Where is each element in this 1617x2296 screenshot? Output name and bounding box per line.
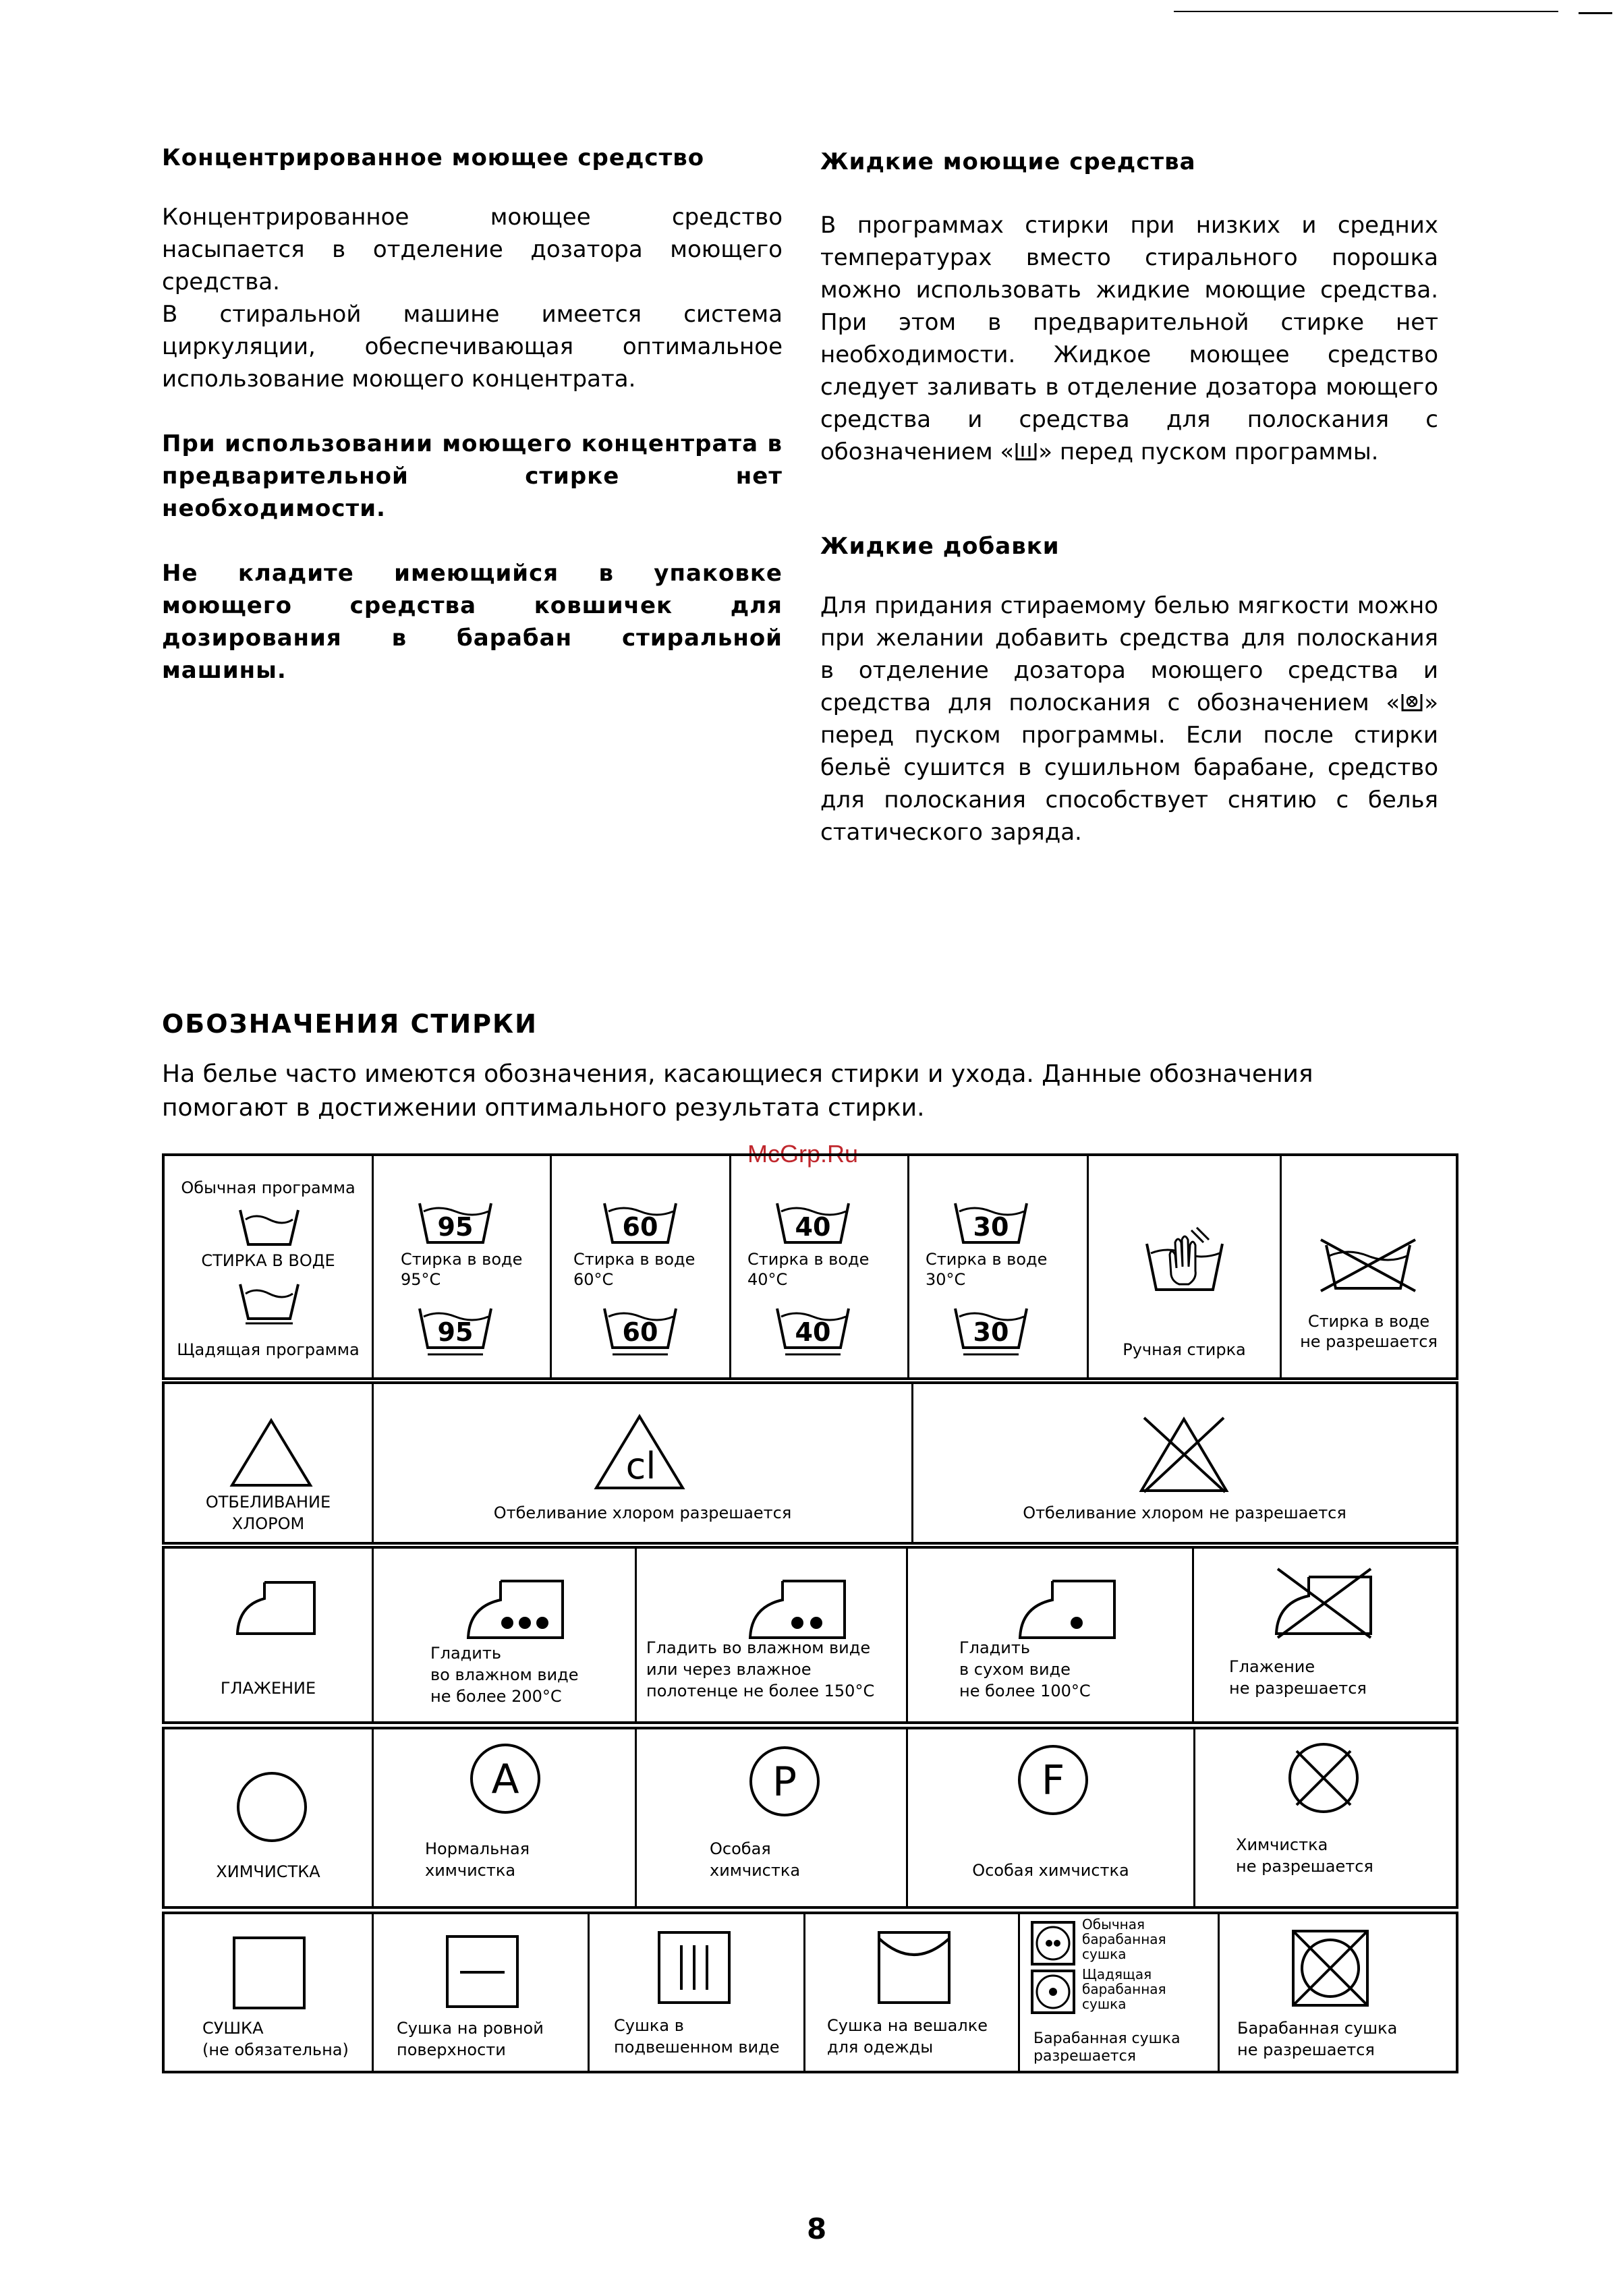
wash-compartment-icon	[1014, 438, 1038, 459]
no-wash-icon	[1321, 1238, 1415, 1292]
wash-gentle-label: Щадящая программа	[177, 1340, 360, 1359]
wash-60-cell	[552, 1156, 731, 1377]
svg-text:P: P	[772, 1758, 797, 1806]
iron-row	[162, 1546, 1458, 1724]
svg-text:95: 95	[437, 1212, 474, 1242]
iron-low-icon	[1017, 1577, 1118, 1642]
iron-hot-label-3: не более 200°C	[430, 1687, 562, 1706]
dry-line-icon	[877, 1930, 951, 2005]
iron-low-cell	[908, 1549, 1194, 1721]
hand-wash-icon	[1144, 1228, 1225, 1295]
bleach-no-cell	[913, 1384, 1456, 1542]
hand-wash-cell	[1089, 1156, 1282, 1377]
dry-clean-f-cell	[908, 1729, 1195, 1906]
tumble-ok-label-1: Барабанная сушка	[1033, 2030, 1181, 2047]
dry-clean-p-cell	[637, 1729, 908, 1906]
iron-hot-cell	[374, 1549, 637, 1721]
wash-95-label-1: Стирка в воде	[401, 1250, 523, 1269]
wash-95-cell	[374, 1156, 552, 1377]
drying-row	[162, 1912, 1458, 2073]
dry-clean-label-cell	[165, 1729, 374, 1906]
concentrate-notice-2: Не кладите имеющийся в упаковке моющего средства ковшичек для дозирования в барабан стиральной машины.	[162, 560, 783, 684]
wash-95-gentle-tub-icon	[418, 1306, 492, 1350]
left-column	[162, 144, 783, 687]
iron-low-label-1: Гладить	[959, 1638, 1030, 1657]
dry-clean-no-label-2: не разрешается	[1236, 1857, 1373, 1876]
dry-hang-icon	[657, 1930, 731, 2005]
svg-text:30: 30	[973, 1212, 1009, 1242]
wash-40-tub-icon	[776, 1201, 850, 1245]
wash-label: СТИРКА В ВОДЕ	[201, 1251, 335, 1270]
concentrate-heading: Концентрированное моющее средство	[162, 144, 705, 171]
wash-normal-label: Обычная программа	[181, 1178, 356, 1197]
symbols-title: ОБОЗНАЧЕНИЯ СТИРКИ	[162, 1009, 538, 1039]
iron-hot-label-2: во влажном виде	[430, 1665, 579, 1684]
tumble-gentle-label-1: Щадящая	[1082, 1966, 1152, 1982]
svg-text:60: 60	[622, 1317, 658, 1347]
svg-text:60: 60	[622, 1212, 658, 1242]
wash-40-label-2: 40°C	[747, 1270, 788, 1289]
wash-95-tub-icon	[418, 1201, 492, 1245]
tumble-normal-label-2: барабанная	[1082, 1931, 1166, 1947]
dry-hang-label-2: подвешенном виде	[614, 2038, 780, 2057]
dry-flat-icon	[445, 1934, 519, 2009]
header-rule	[1174, 11, 1558, 12]
wash-30-cell	[909, 1156, 1089, 1377]
drying-label-2: (не обязательна)	[202, 2040, 349, 2059]
liquid-heading: Жидкие моющие средства	[820, 148, 1196, 175]
no-wash-label-1: Стирка в воде	[1307, 1312, 1430, 1331]
dry-clean-label: ХИМЧИСТКА	[216, 1862, 320, 1881]
iron-no-icon	[1274, 1563, 1375, 1639]
tumble-gentle-icon	[1031, 1970, 1075, 2014]
page-number: 8	[807, 2212, 827, 2245]
iron-low-label-2: в сухом виде	[959, 1660, 1071, 1679]
wash-60-tub-icon	[603, 1201, 677, 1245]
wash-gentle-tub-icon	[239, 1282, 300, 1322]
bleach-label-cell	[165, 1384, 374, 1542]
wash-row	[162, 1153, 1458, 1380]
additives-paragraph: Для придания стираемому белью мягкости можно при желании добавить средства для полоскания в отделение дозатора моющего средства и средства для полоскания с обозначением « » перед пуском программы. Если после стирки бельё сушится в сушильном барабане, средство для полоскания способствует снятию с белья статического заряда.	[820, 592, 1438, 846]
tumble-normal-label-1: Обычная	[1082, 1916, 1145, 1932]
tumble-no-label-2: не разрешается	[1237, 2040, 1375, 2059]
liquid-paragraph: В программах стирки при низких и средних температурах вместо стирального порошка можно использовать жидкие моющие средства. При этом в предварительной стирке нет необходимости. Жидкое моющее средство следует заливать в отделение дозатора моющего средства и средства для полоскания с обозначением « » перед пуском программы.	[820, 212, 1438, 465]
tumble-gentle-label-2: барабанная	[1082, 1981, 1166, 1997]
dry-clean-no-icon	[1284, 1739, 1363, 1817]
dry-line-label-2: для одежды	[827, 2038, 934, 2057]
dry-clean-a-cell	[374, 1729, 637, 1906]
svg-text:40: 40	[795, 1212, 831, 1242]
wash-60-label-1: Стирка в воде	[573, 1250, 696, 1269]
concentrate-notice-1: При использовании моющего концентрата в предварительной стирке нет необходимости.	[162, 430, 783, 522]
svg-text:40: 40	[795, 1317, 831, 1347]
tumble-gentle-label-3: сушка	[1082, 1996, 1127, 2012]
dry-hang-cell	[590, 1914, 805, 2071]
tumble-normal-label-3: сушка	[1082, 1946, 1127, 1962]
iron-no-cell	[1194, 1549, 1456, 1721]
svg-text:95: 95	[437, 1317, 474, 1347]
bleach-no-icon	[1135, 1411, 1233, 1495]
dry-clean-f-icon	[1016, 1743, 1090, 1817]
tumble-no-label-1: Барабанная сушка	[1237, 2019, 1398, 2038]
dry-flat-label-2: поверхности	[397, 2040, 506, 2059]
dry-clean-p-label-2: химчистка	[710, 1861, 801, 1880]
bleach-no-label: Отбеливание хлором не разрешается	[1023, 1503, 1346, 1522]
symbols-intro: На белье часто имеются обозначения, касающиеся стирки и ухода. Данные обозначения помогают в достижении оптимального результата стирки.	[162, 1060, 1313, 1122]
svg-text:F: F	[1041, 1757, 1065, 1804]
iron-medium-icon	[747, 1577, 849, 1642]
softener-compartment-icon	[1400, 689, 1424, 710]
wash-60-gentle-tub-icon	[603, 1306, 677, 1350]
wash-tub-icon	[239, 1207, 300, 1248]
iron-label-cell	[165, 1549, 374, 1721]
dry-line-cell	[805, 1914, 1020, 2071]
wash-30-tub-icon	[954, 1201, 1028, 1245]
dry-line-label-1: Сушка на вешалке	[827, 2016, 988, 2035]
iron-no-label-2: не разрешается	[1229, 1679, 1367, 1698]
dry-clean-row	[162, 1727, 1458, 1909]
tumble-ok-label-2: разрешается	[1033, 2048, 1136, 2065]
bleach-ok-cell	[374, 1384, 913, 1542]
iron-medium-label-2: или через влажное	[646, 1660, 812, 1679]
wash-40-label-1: Стирка в воде	[747, 1250, 870, 1269]
tumble-normal-icon	[1031, 1921, 1075, 1965]
svg-text:30: 30	[973, 1317, 1009, 1347]
dry-clean-a-icon	[468, 1742, 542, 1816]
dry-clean-f-label: Особая химчистка	[972, 1861, 1129, 1880]
dry-clean-a-label-2: химчистка	[425, 1861, 516, 1880]
header-rule-tail	[1579, 12, 1612, 14]
bleach-label-2: ХЛОРОМ	[231, 1514, 305, 1533]
wash-30-gentle-tub-icon	[954, 1306, 1028, 1350]
bleach-label-1: ОТБЕЛИВАНИЕ	[205, 1493, 331, 1512]
iron-hot-icon	[465, 1577, 567, 1642]
bleach-row	[162, 1381, 1458, 1545]
dry-flat-cell	[374, 1914, 590, 2071]
iron-low-label-3: не более 100°C	[959, 1682, 1091, 1700]
right-column	[820, 148, 1438, 849]
drying-label-cell	[165, 1914, 374, 2071]
wash-label-cell	[165, 1156, 374, 1377]
dry-clean-p-label-1: Особая	[710, 1839, 771, 1858]
dry-hang-label-1: Сушка в	[614, 2016, 684, 2035]
dry-flat-label-1: Сушка на ровной	[397, 2019, 544, 2038]
wash-60-label-2: 60°C	[573, 1270, 614, 1289]
tumble-dry-cell	[1020, 1914, 1220, 2071]
tumble-no-icon	[1291, 1929, 1369, 2007]
concentrate-paragraph-1: Концентрированное моющее средство насыпается в отделение дозатора моющего средства.	[162, 204, 783, 295]
iron-no-label-1: Глажение	[1229, 1657, 1315, 1676]
iron-icon	[235, 1578, 318, 1638]
svg-text:cl: cl	[625, 1445, 656, 1487]
no-wash-label-2: не разрешается	[1300, 1332, 1438, 1351]
dry-clean-no-label-1: Химчистка	[1236, 1835, 1328, 1854]
iron-label: ГЛАЖЕНИЕ	[220, 1679, 316, 1698]
bleach-triangle-icon	[229, 1418, 313, 1488]
iron-medium-label-3: полотенце не более 150°C	[646, 1682, 875, 1700]
wash-40-gentle-tub-icon	[776, 1306, 850, 1350]
no-wash-cell	[1282, 1156, 1456, 1377]
dry-clean-p-icon	[747, 1744, 822, 1818]
iron-medium-cell	[637, 1549, 908, 1721]
drying-square-icon	[232, 1936, 306, 2010]
dry-clean-a-label-1: Нормальная	[425, 1839, 530, 1858]
bleach-ok-label: Отбеливание хлором разрешается	[493, 1503, 792, 1522]
iron-medium-label-1: Гладить во влажном виде	[646, 1638, 871, 1657]
drying-label-1: СУШКА	[202, 2019, 264, 2038]
bleach-chlorine-triangle-icon	[594, 1414, 685, 1491]
tumble-no-cell	[1220, 1914, 1456, 2071]
additives-heading: Жидкие добавки	[820, 533, 1060, 560]
wash-95-label-2: 95°C	[401, 1270, 441, 1289]
wash-30-label-1: Стирка в воде	[926, 1250, 1048, 1269]
dry-clean-circle-icon	[235, 1770, 309, 1844]
dry-clean-no-cell	[1195, 1729, 1456, 1906]
hand-wash-label: Ручная стирка	[1123, 1340, 1246, 1359]
wash-30-label-2: 30°C	[926, 1270, 966, 1289]
watermark: McGrp.Ru	[747, 1140, 859, 1168]
iron-hot-label-1: Гладить	[430, 1644, 501, 1663]
svg-text:A: A	[491, 1756, 519, 1803]
concentrate-paragraph-2: В стиральной машине имеется система циркуляции, обеспечивающая оптимальное использование моющего концентрата.	[162, 301, 783, 393]
wash-40-cell	[731, 1156, 909, 1377]
